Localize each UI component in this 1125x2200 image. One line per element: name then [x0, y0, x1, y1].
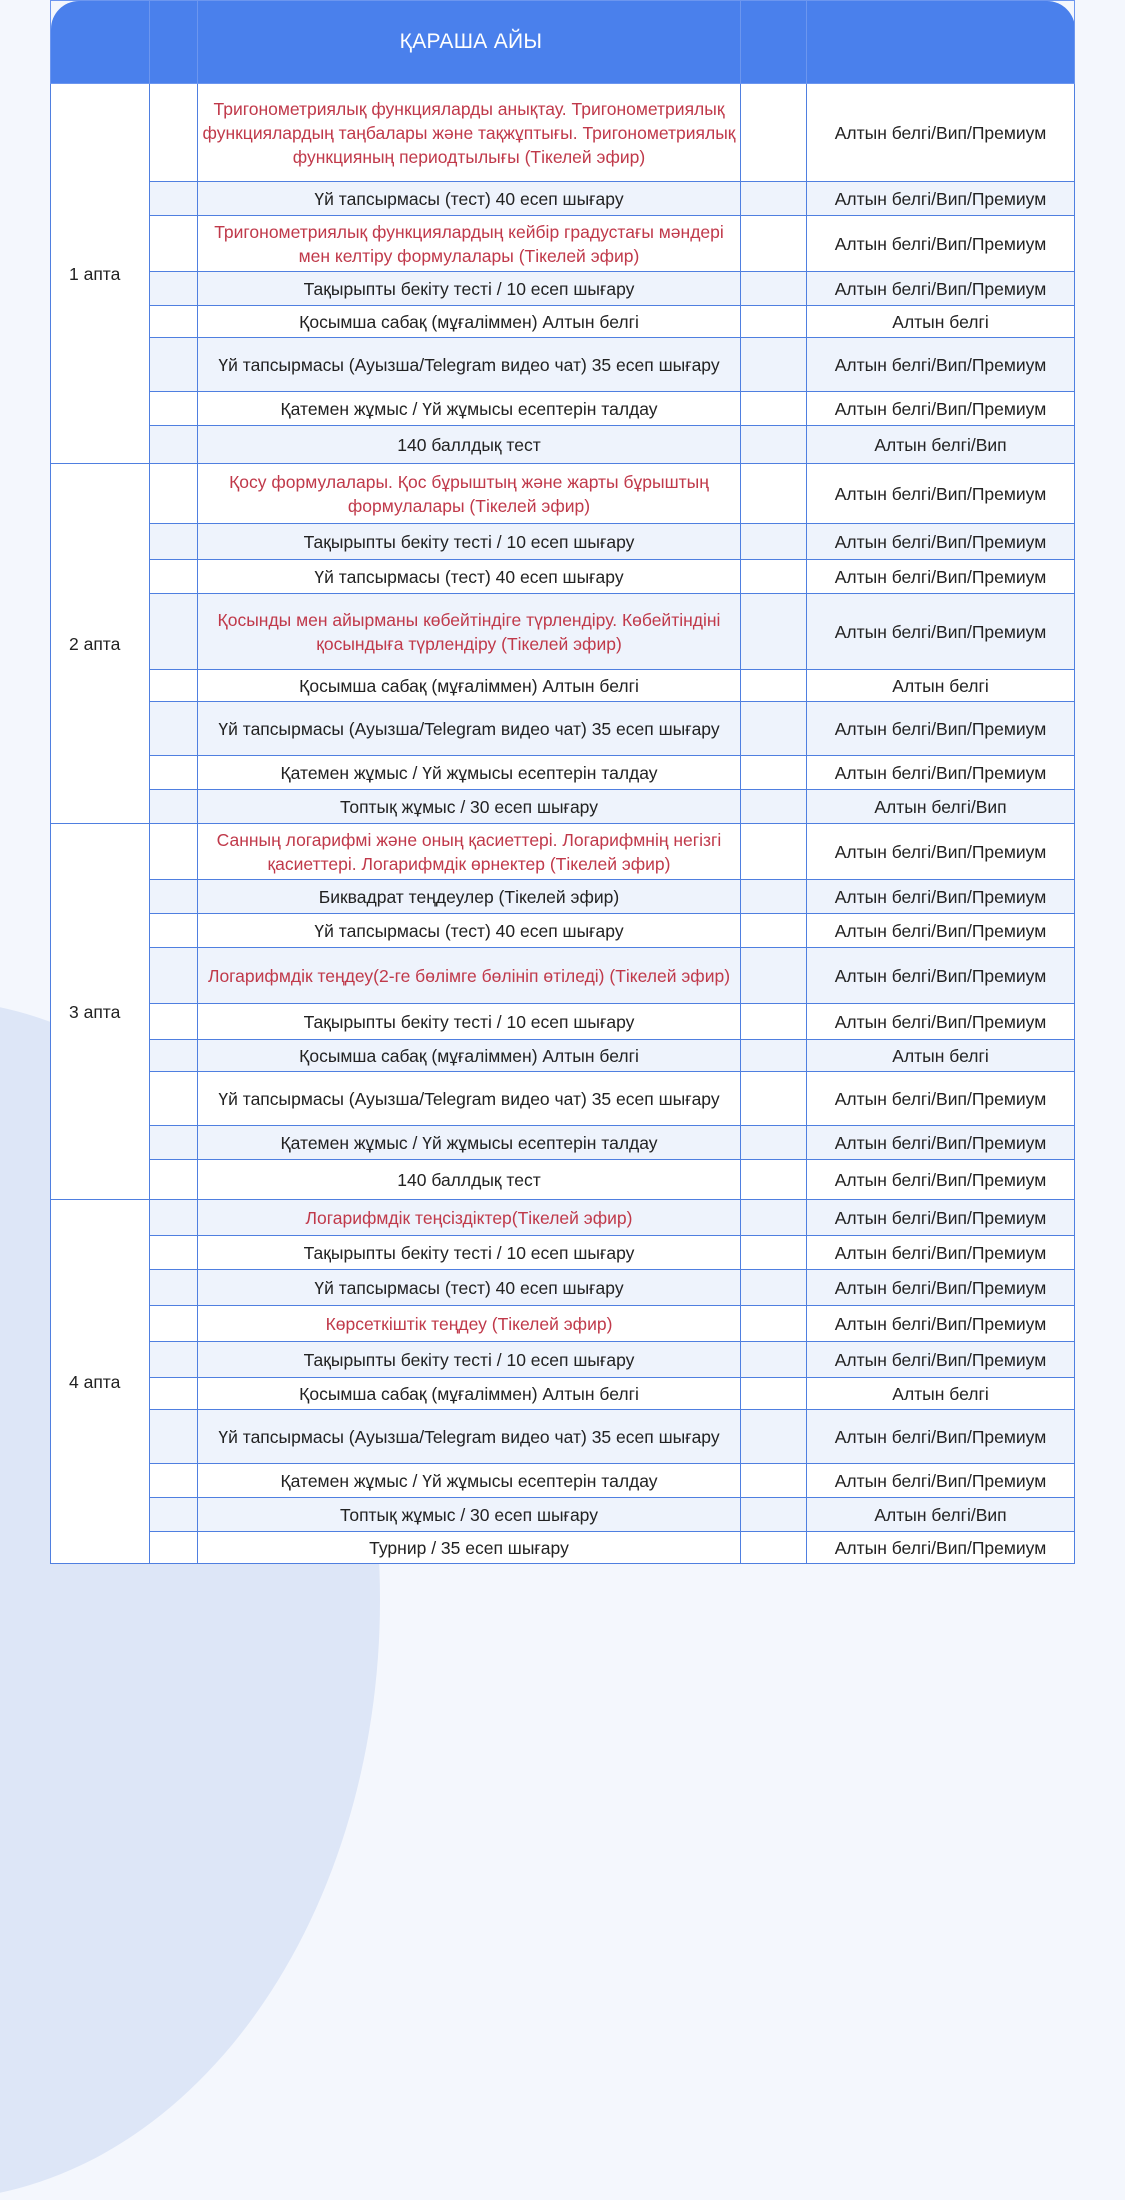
task-cell: Үй тапсырмасы (Ауызша/Telegram видео чат) 35 есеп шығару — [198, 1072, 741, 1126]
blank-cell — [150, 1200, 198, 1236]
blank-cell — [150, 1126, 198, 1160]
table-row — [51, 464, 1075, 524]
blank-cell — [150, 948, 198, 1004]
access-cell: Алтын белгі/Вип/Премиум — [807, 1464, 1075, 1498]
blank-cell — [150, 1498, 198, 1532]
task-cell: Қосымша сабақ (мұғаліммен) Алтын белгі — [198, 1378, 741, 1410]
blank-cell — [150, 1464, 198, 1498]
access-cell: Алтын белгі/Вип/Премиум — [807, 1410, 1075, 1464]
table-row — [51, 182, 1075, 216]
gap-cell — [741, 1306, 807, 1342]
task-cell: Қосымша сабақ (мұғаліммен) Алтын белгі — [198, 1040, 741, 1072]
blank-cell — [150, 306, 198, 338]
access-cell: Алтын белгі/Вип — [807, 1498, 1075, 1532]
task-cell: Логарифмдік теңсіздіктер(Тікелей эфир) — [198, 1200, 741, 1236]
gap-cell — [741, 464, 807, 524]
task-cell: Көрсеткіштік теңдеу (Тікелей эфир) — [198, 1306, 741, 1342]
access-cell: Алтын белгі/Вип/Премиум — [807, 756, 1075, 790]
gap-cell — [741, 914, 807, 948]
access-cell: Алтын белгі/Вип/Премиум — [807, 880, 1075, 914]
blank-cell — [150, 392, 198, 426]
gap-cell — [741, 1342, 807, 1378]
gap-cell — [741, 1410, 807, 1464]
table-row — [51, 338, 1075, 392]
table-row — [51, 392, 1075, 426]
header-cell-access — [807, 1, 1075, 84]
task-cell: Қатемен жұмыс / Үй жұмысы есептерін талдау — [198, 1464, 741, 1498]
access-cell: Алтын белгі/Вип/Премиум — [807, 1126, 1075, 1160]
task-cell: Биквадрат теңдеулер (Тікелей эфир) — [198, 880, 741, 914]
gap-cell — [741, 756, 807, 790]
gap-cell — [741, 84, 807, 182]
blank-cell — [150, 914, 198, 948]
table-row — [51, 824, 1075, 880]
table-row — [51, 1342, 1075, 1378]
gap-cell — [741, 1498, 807, 1532]
table-row — [51, 1270, 1075, 1306]
access-cell: Алтын белгі — [807, 1378, 1075, 1410]
blank-cell — [150, 824, 198, 880]
access-cell: Алтын белгі/Вип/Премиум — [807, 948, 1075, 1004]
task-cell: Үй тапсырмасы (Ауызша/Telegram видео чат) 35 есеп шығару — [198, 1410, 741, 1464]
page-title: ҚАРАША АЙЫ — [399, 30, 543, 53]
access-cell: Алтын белгі — [807, 306, 1075, 338]
gap-cell — [741, 306, 807, 338]
table-row — [51, 426, 1075, 464]
blank-cell — [150, 1004, 198, 1040]
table-row — [51, 1498, 1075, 1532]
table-row — [51, 84, 1075, 182]
table-row — [51, 756, 1075, 790]
table-row — [51, 880, 1075, 914]
blank-cell — [150, 670, 198, 702]
gap-cell — [741, 1236, 807, 1270]
blank-cell — [150, 1410, 198, 1464]
gap-cell — [741, 1270, 807, 1306]
table-row — [51, 1532, 1075, 1564]
gap-cell — [741, 670, 807, 702]
task-cell: Үй тапсырмасы (тест) 40 есеп шығару — [198, 182, 741, 216]
access-cell: Алтын белгі/Вип/Премиум — [807, 84, 1075, 182]
blank-cell — [150, 1270, 198, 1306]
gap-cell — [741, 1004, 807, 1040]
task-cell: Қатемен жұмыс / Үй жұмысы есептерін талдау — [198, 392, 741, 426]
table-row — [51, 1378, 1075, 1410]
task-cell: Үй тапсырмасы (тест) 40 есеп шығару — [198, 1270, 741, 1306]
blank-cell — [150, 1378, 198, 1410]
access-cell: Алтын белгі/Вип/Премиум — [807, 594, 1075, 670]
week-label: 4 апта — [51, 1200, 150, 1564]
table-row — [51, 272, 1075, 306]
access-cell: Алтын белгі — [807, 670, 1075, 702]
blank-cell — [150, 756, 198, 790]
gap-cell — [741, 948, 807, 1004]
table-row — [51, 1004, 1075, 1040]
blank-cell — [150, 560, 198, 594]
gap-cell — [741, 426, 807, 464]
gap-cell — [741, 524, 807, 560]
task-cell: Тақырыпты бекіту тесті / 10 есеп шығару — [198, 1004, 741, 1040]
task-cell: 140 баллдық тест — [198, 1160, 741, 1200]
task-cell: 140 баллдық тест — [198, 426, 741, 464]
gap-cell — [741, 392, 807, 426]
blank-cell — [150, 1072, 198, 1126]
task-cell: Қосу формулалары. Қос бұрыштың және жарты бұрыштың формулалары (Тікелей эфир) — [198, 464, 741, 524]
blank-cell — [150, 880, 198, 914]
table-row — [51, 1410, 1075, 1464]
blank-cell — [150, 1306, 198, 1342]
access-cell: Алтын белгі/Вип/Премиум — [807, 182, 1075, 216]
blank-cell — [150, 524, 198, 560]
task-cell: Топтық жұмыс / 30 есеп шығару — [198, 790, 741, 824]
table-row — [51, 1306, 1075, 1342]
task-cell: Үй тапсырмасы (тест) 40 есеп шығару — [198, 914, 741, 948]
access-cell: Алтын белгі/Вип/Премиум — [807, 1200, 1075, 1236]
task-cell: Тақырыпты бекіту тесті / 10 есеп шығару — [198, 272, 741, 306]
access-cell: Алтын белгі/Вип — [807, 426, 1075, 464]
task-cell: Логарифмдік теңдеу(2-ге бөлімге бөлініп өтіледі) (Тікелей эфир) — [198, 948, 741, 1004]
task-cell: Тақырыпты бекіту тесті / 10 есеп шығару — [198, 524, 741, 560]
table-row — [51, 914, 1075, 948]
gap-cell — [741, 824, 807, 880]
task-cell: Санның логарифмі және оның қасиеттері. Логарифмнің негізгі қасиеттері. Логарифмдік өрнектер (Тікелей эфир) — [198, 824, 741, 880]
gap-cell — [741, 1378, 807, 1410]
access-cell: Алтын белгі/Вип/Премиум — [807, 1306, 1075, 1342]
gap-cell — [741, 182, 807, 216]
access-cell: Алтын белгі/Вип/Премиум — [807, 702, 1075, 756]
access-cell: Алтын белгі/Вип/Премиум — [807, 338, 1075, 392]
blank-cell — [150, 216, 198, 272]
header-cell-week — [51, 1, 150, 84]
task-cell: Қосымша сабақ (мұғаліммен) Алтын белгі — [198, 306, 741, 338]
gap-cell — [741, 702, 807, 756]
header-cell-blank — [150, 1, 198, 84]
access-cell: Алтын белгі/Вип/Премиум — [807, 1160, 1075, 1200]
gap-cell — [741, 880, 807, 914]
task-cell: Қатемен жұмыс / Үй жұмысы есептерін талдау — [198, 1126, 741, 1160]
blank-cell — [150, 1532, 198, 1564]
table-row — [51, 702, 1075, 756]
table-row — [51, 306, 1075, 338]
blank-cell — [150, 790, 198, 824]
header-cell-gap — [741, 1, 807, 84]
gap-cell — [741, 1200, 807, 1236]
header-row — [51, 1, 1075, 84]
task-cell: Тақырыпты бекіту тесті / 10 есеп шығару — [198, 1342, 741, 1378]
blank-cell — [150, 272, 198, 306]
blank-cell — [150, 1236, 198, 1270]
access-cell: Алтын белгі/Вип/Премиум — [807, 392, 1075, 426]
gap-cell — [741, 1126, 807, 1160]
table-row — [51, 524, 1075, 560]
task-cell: Тригонометриялық функцияларды анықтау. Тригонометриялық функциялардың таңбалары және тақжұптығы. Тригонометриялық функцияның периодтылығы (Тікелей эфир) — [198, 84, 741, 182]
blank-cell — [150, 426, 198, 464]
blank-cell — [150, 1040, 198, 1072]
task-cell: Тақырыпты бекіту тесті / 10 есеп шығару — [198, 1236, 741, 1270]
blank-cell — [150, 84, 198, 182]
schedule-sheet — [50, 0, 1074, 1765]
access-cell: Алтын белгі/Вип/Премиум — [807, 524, 1075, 560]
task-cell: Турнир / 35 есеп шығару — [198, 1532, 741, 1564]
table-row — [51, 1464, 1075, 1498]
blank-cell — [150, 182, 198, 216]
access-cell: Алтын белгі/Вип/Премиум — [807, 1270, 1075, 1306]
table-row — [51, 1040, 1075, 1072]
gap-cell — [741, 1072, 807, 1126]
access-cell: Алтын белгі/Вип/Премиум — [807, 272, 1075, 306]
access-cell: Алтын белгі/Вип/Премиум — [807, 560, 1075, 594]
access-cell: Алтын белгі/Вип — [807, 790, 1075, 824]
week-label: 3 апта — [51, 824, 150, 1200]
gap-cell — [741, 1160, 807, 1200]
table-row — [51, 1160, 1075, 1200]
access-cell: Алтын белгі/Вип/Премиум — [807, 1532, 1075, 1564]
access-cell: Алтын белгі/Вип/Премиум — [807, 1236, 1075, 1270]
access-cell: Алтын белгі/Вип/Премиум — [807, 1342, 1075, 1378]
access-cell: Алтын белгі/Вип/Премиум — [807, 1004, 1075, 1040]
access-cell: Алтын белгі/Вип/Премиум — [807, 216, 1075, 272]
access-cell: Алтын белгі/Вип/Премиум — [807, 1072, 1075, 1126]
blank-cell — [150, 338, 198, 392]
blank-cell — [150, 702, 198, 756]
task-cell: Үй тапсырмасы (Ауызша/Telegram видео чат) 35 есеп шығару — [198, 338, 741, 392]
gap-cell — [741, 560, 807, 594]
gap-cell — [741, 338, 807, 392]
table-row — [51, 1072, 1075, 1126]
schedule-body — [51, 84, 1075, 1564]
gap-cell — [741, 272, 807, 306]
schedule-table — [50, 0, 1075, 1564]
table-row — [51, 948, 1075, 1004]
access-cell: Алтын белгі/Вип/Премиум — [807, 914, 1075, 948]
access-cell: Алтын белгі/Вип/Премиум — [807, 824, 1075, 880]
task-cell: Қатемен жұмыс / Үй жұмысы есептерін талдау — [198, 756, 741, 790]
blank-cell — [150, 594, 198, 670]
table-row — [51, 670, 1075, 702]
gap-cell — [741, 594, 807, 670]
table-row — [51, 1200, 1075, 1236]
task-cell: Топтық жұмыс / 30 есеп шығару — [198, 1498, 741, 1532]
table-row — [51, 560, 1075, 594]
access-cell: Алтын белгі/Вип/Премиум — [807, 464, 1075, 524]
gap-cell — [741, 1532, 807, 1564]
gap-cell — [741, 790, 807, 824]
table-row — [51, 1126, 1075, 1160]
gap-cell — [741, 1040, 807, 1072]
task-cell: Үй тапсырмасы (тест) 40 есеп шығару — [198, 560, 741, 594]
week-label: 1 апта — [51, 84, 150, 464]
week-label: 2 апта — [51, 464, 150, 824]
blank-cell — [150, 1160, 198, 1200]
gap-cell — [741, 1464, 807, 1498]
header-cell-title — [198, 1, 741, 84]
gap-cell — [741, 216, 807, 272]
access-cell: Алтын белгі — [807, 1040, 1075, 1072]
table-row — [51, 790, 1075, 824]
task-cell: Үй тапсырмасы (Ауызша/Telegram видео чат) 35 есеп шығару — [198, 702, 741, 756]
task-cell: Қосымша сабақ (мұғаліммен) Алтын белгі — [198, 670, 741, 702]
table-row — [51, 216, 1075, 272]
blank-cell — [150, 1342, 198, 1378]
table-row — [51, 1236, 1075, 1270]
blank-cell — [150, 464, 198, 524]
task-cell: Қосынды мен айырманы көбейтіндіге түрлендіру. Көбейтіндіні қосындыға түрлендіру (Тікелей эфир) — [198, 594, 741, 670]
task-cell: Тригонометриялық функциялардың кейбір градустағы мәндері мен келтіру формулалары (Тікелей эфир) — [198, 216, 741, 272]
table-row — [51, 594, 1075, 670]
